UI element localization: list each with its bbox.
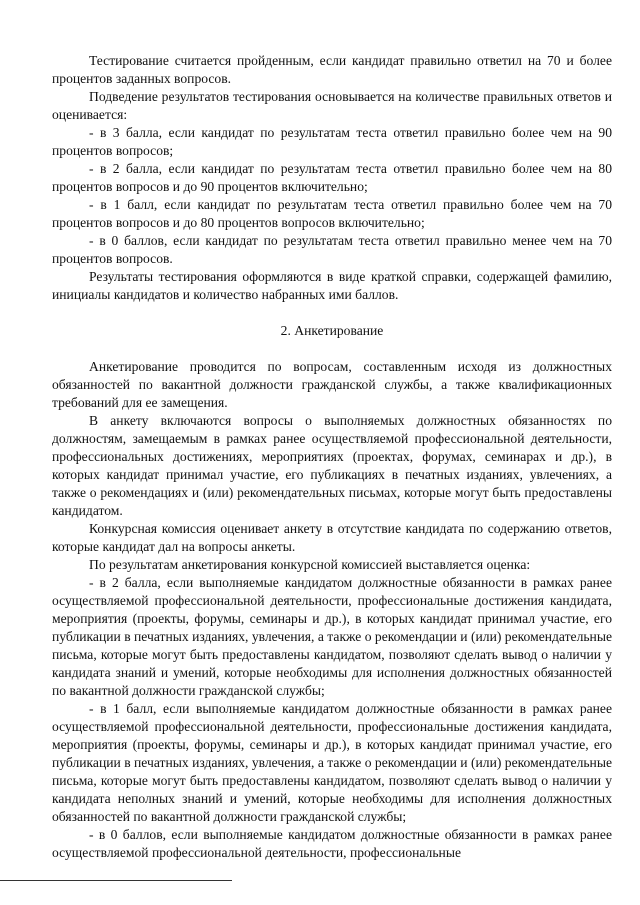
list-item-survey-2-points: - в 2 балла, если выполняемые кандидатом должностные обязанности в рамках ранее осуществляемой профессиональной деятельности, профессиональные достижения кандидата, мероприятия (проекты, форумы, семинары и др.), в которых кандидат принимал участие, его публикации в печатных изданиях, увлечения, а также о рекомендации и (или) рекомендательные письма, которые могут быть предоставлены кандидатом, позволяют сделать вывод о наличии у кандидата знаний и умений, которые необходимы для исполнения должностных обязанностей по вакантной должности гражданской службы; xyxy=(52,575,612,698)
list-item-test-2-points: - в 2 балла, если кандидат по результатам теста ответил правильно более чем на 80 процентов вопросов и до 90 процентов включительно; xyxy=(52,161,612,194)
paragraph-test-passed: Тестирование считается пройденным, если кандидат правильно ответил на 70 и более процентов заданных вопросов. xyxy=(52,53,612,86)
list-item-test-3-points: - в 3 балла, если кандидат по результатам теста ответил правильно более чем на 90 процентов вопросов; xyxy=(52,125,612,158)
paragraph-survey-evaluation: Конкурсная комиссия оценивает анкету в отсутствие кандидата по содержанию ответов, которые кандидат дал на вопросы анкеты. xyxy=(52,521,612,554)
list-item-survey-1-point: - в 1 балл, если выполняемые кандидатом должностные обязанности в рамках ранее осуществляемой профессиональной деятельности, профессиональные достижения кандидата, мероприятия (проекты, форумы, семинары и др.), в которых кандидат принимал участие, его публикации в печатных изданиях, увлечения, а также о рекомендации и (или) рекомендательные письма, которые могут быть предоставлены кандидатом, позволяют сделать вывод о наличии у кандидата неполных знаний и умений, которые необходимы для исполнения должностных обязанностей по вакантной должности гражданской службы; xyxy=(52,701,612,824)
list-item-survey-0-points: - в 0 баллов, если выполняемые кандидатом должностные обязанности в рамках ранее осуществляемой профессиональной деятельности, профессиональные xyxy=(52,827,612,860)
paragraph-survey-content: В анкету включаются вопросы о выполняемых должностных обязанностях по должностям, замещаемым в рамках ранее осуществляемой профессиональной деятельности, профессиональных достижениях, мероприятиях (проектах, форумах, семинарах и др.), в которых кандидат принимал участие, его публикациях в печатных изданиях, увлечениях, а также о рекомендациях и (или) рекомендательных письмах, которые могут быть предоставлены кандидатом. xyxy=(52,413,612,518)
list-item-test-1-point: - в 1 балл, если кандидат по результатам теста ответил правильно более чем на 70 процентов вопросов и до 80 процентов вопросов включительно; xyxy=(52,197,612,230)
paragraph-test-results: Результаты тестирования оформляются в виде краткой справки, содержащей фамилию, инициалы кандидатов и количество набранных ими баллов. xyxy=(52,269,612,302)
paragraph-survey-intro: Анкетирование проводится по вопросам, составленным исходя из должностных обязанностей по вакантной должности гражданской службы, а также квалификационных требований для ее замещения. xyxy=(52,359,612,410)
paragraph-test-scoring: Подведение результатов тестирования основывается на количестве правильных ответов и оценивается: xyxy=(52,89,612,122)
footnote-divider xyxy=(0,880,232,881)
section-heading-survey: 2. Анкетирование xyxy=(280,323,384,338)
document-page xyxy=(52,52,612,862)
list-item-test-0-points: - в 0 баллов, если кандидат по результатам теста ответил правильно менее чем на 70 процентов вопросов. xyxy=(52,233,612,266)
paragraph-survey-scoring: По результатам анкетирования конкурсной комиссией выставляется оценка: xyxy=(89,557,531,572)
